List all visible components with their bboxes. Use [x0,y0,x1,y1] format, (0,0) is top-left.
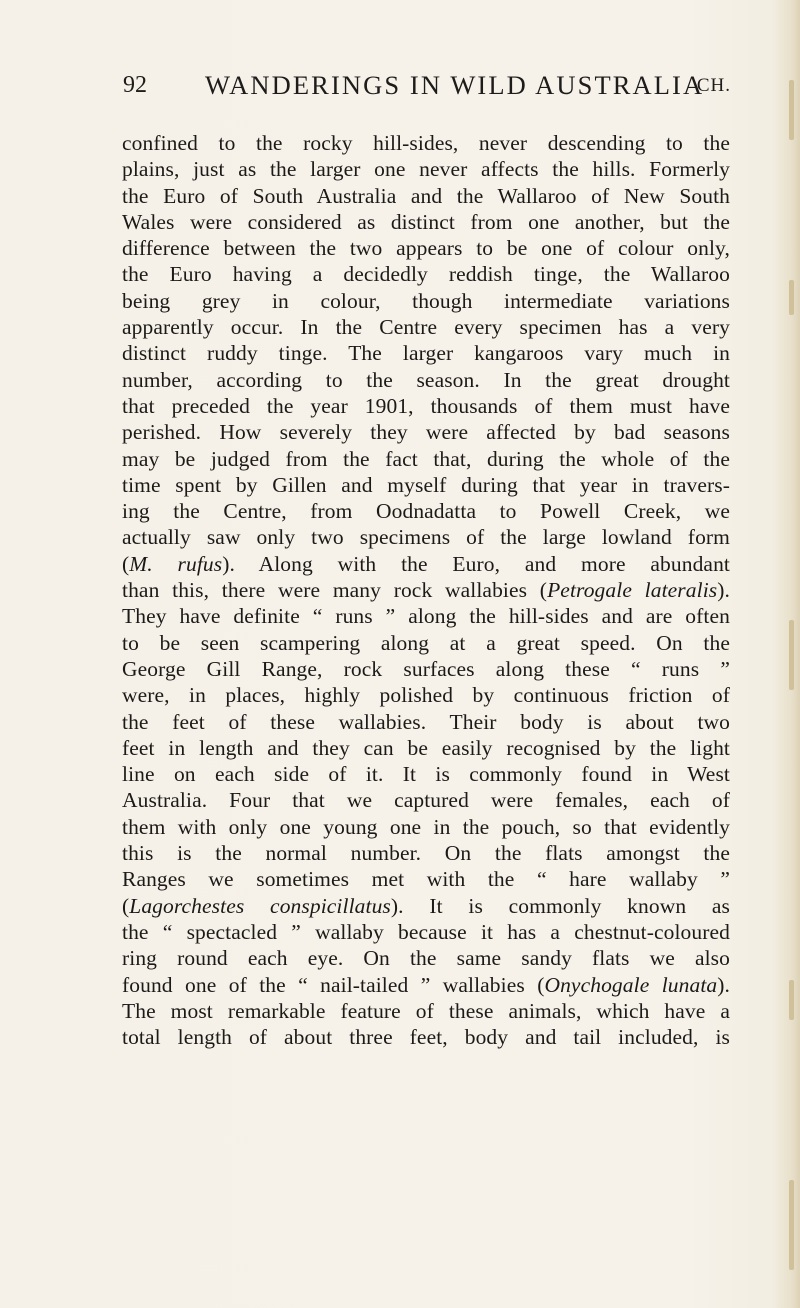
species-name: Onychogale lunata [544,972,718,997]
text-line-content: total length of about three feet, body and tail included, is [122,1025,730,1050]
species-name: M. rufus [129,551,223,576]
text-line [122,656,730,682]
text-line [122,787,730,813]
page-edge-mark [789,980,794,1020]
text-line-content: the “ spectacled ” wallaby because it has a chestnut-coloured [122,919,730,944]
text-line [122,340,730,366]
text-line-content: ring round each eye. On the same sandy flats we also [122,946,730,971]
text-line [122,472,730,498]
text-line-content: found one of the “ nail-tailed ” wallabies (Onychogale lunata). [122,972,730,997]
text-line-content: They have definite “ runs ” along the hill-sides and are often [122,604,730,629]
text-line [122,130,730,156]
text-line [122,682,730,708]
chapter-tag: CH. [696,75,731,96]
running-header [123,70,731,110]
text-line-content: the feet of these wallabies. Their body is about two [122,709,730,734]
text-line-content: Ranges we sometimes met with the “ hare wallaby ” [122,867,730,892]
running-head-title: WANDERINGS IN WILD AUSTRALIA [205,70,705,100]
text-line [122,314,730,340]
text-line [122,1024,730,1050]
page-edge [772,0,800,1308]
text-line [122,367,730,393]
text-line [122,209,730,235]
text-line [122,709,730,735]
text-line-content: were, in places, highly polished by continuous friction of [122,683,730,708]
text-line [122,288,730,314]
text-line [122,156,730,182]
text-line [122,498,730,524]
text-line [122,183,730,209]
text-line-content: number, according to the season. In the great drought [122,367,730,392]
text-line-content: confined to the rocky hill-sides, never descending to the [122,131,730,155]
text-line [122,524,730,550]
text-line-content: perished. How severely they were affected by bad seasons [122,420,730,445]
text-line [122,840,730,866]
text-line [122,393,730,419]
species-name: Petrogale lateralis [547,578,718,603]
body-text [122,130,730,1050]
text-line-content: them with only one young one in the pouch, so that evidently [122,814,730,839]
text-line [122,814,730,840]
text-line-content: Wales were considered as distinct from one another, but the [122,209,730,234]
text-line-content: may be judged from the fact that, during the whole of the [122,446,730,471]
text-line-content: this is the normal number. On the flats amongst the [122,841,730,866]
page-edge-mark [789,620,794,690]
text-line [122,630,730,656]
text-line-content: time spent by Gillen and myself during that year in travers- [122,472,730,497]
text-line-content: George Gill Range, rock surfaces along these “ runs ” [122,656,730,681]
page-number: 92 [123,72,147,98]
text-line-content: feet in length and they can be easily recognised by the light [122,735,730,760]
text-line-content: (M. rufus). Along with the Euro, and more abundant [122,551,730,576]
text-line-content: (Lagorchestes conspicillatus). It is commonly known as [122,893,730,918]
text-line-content: ing the Centre, from Oodnadatta to Powell Creek, we [122,499,730,524]
text-line [122,998,730,1024]
page-edge-mark [789,1180,794,1270]
text-line [122,261,730,287]
text-line [122,446,730,472]
text-line [122,761,730,787]
text-line-content: to be seen scampering along at a great speed. On the [122,630,730,655]
text-line [122,577,730,603]
text-line [122,919,730,945]
text-line-content: than this, there were many rock wallabies (Petrogale lateralis). [122,578,730,603]
text-line-content: that preceded the year 1901, thousands of them must have [122,393,730,418]
text-line [122,866,730,892]
text-line [122,972,730,998]
text-line [122,735,730,761]
text-line-content: distinct ruddy tinge. The larger kangaroos vary much in [122,341,730,366]
text-line [122,419,730,445]
text-line-content: line on each side of it. It is commonly found in West [122,762,730,787]
text-line [122,603,730,629]
text-line-content: apparently occur. In the Centre every specimen has a very [122,315,730,340]
text-line-content: plains, just as the larger one never affects the hills. Formerly [122,157,730,182]
text-line-content: The most remarkable feature of these animals, which have a [122,998,730,1023]
text-line-content: the Euro of South Australia and the Wallaroo of New South [122,183,730,208]
page-edge-mark [789,80,794,140]
page-edge-mark [789,280,794,315]
text-line [122,551,730,577]
text-line-content: being grey in colour, though intermediate variations [122,288,730,313]
text-line-content: actually saw only two specimens of the large lowland form [122,525,730,550]
text-line-content: difference between the two appears to be one of colour only, [122,236,730,261]
text-line [122,893,730,919]
text-line [122,945,730,971]
species-name: Lagorchestes conspicillatus [129,893,391,918]
text-line [122,235,730,261]
text-line-content: the Euro having a decidedly reddish tinge, the Wallaroo [122,262,730,287]
text-line-content: Australia. Four that we captured were females, each of [122,788,730,813]
